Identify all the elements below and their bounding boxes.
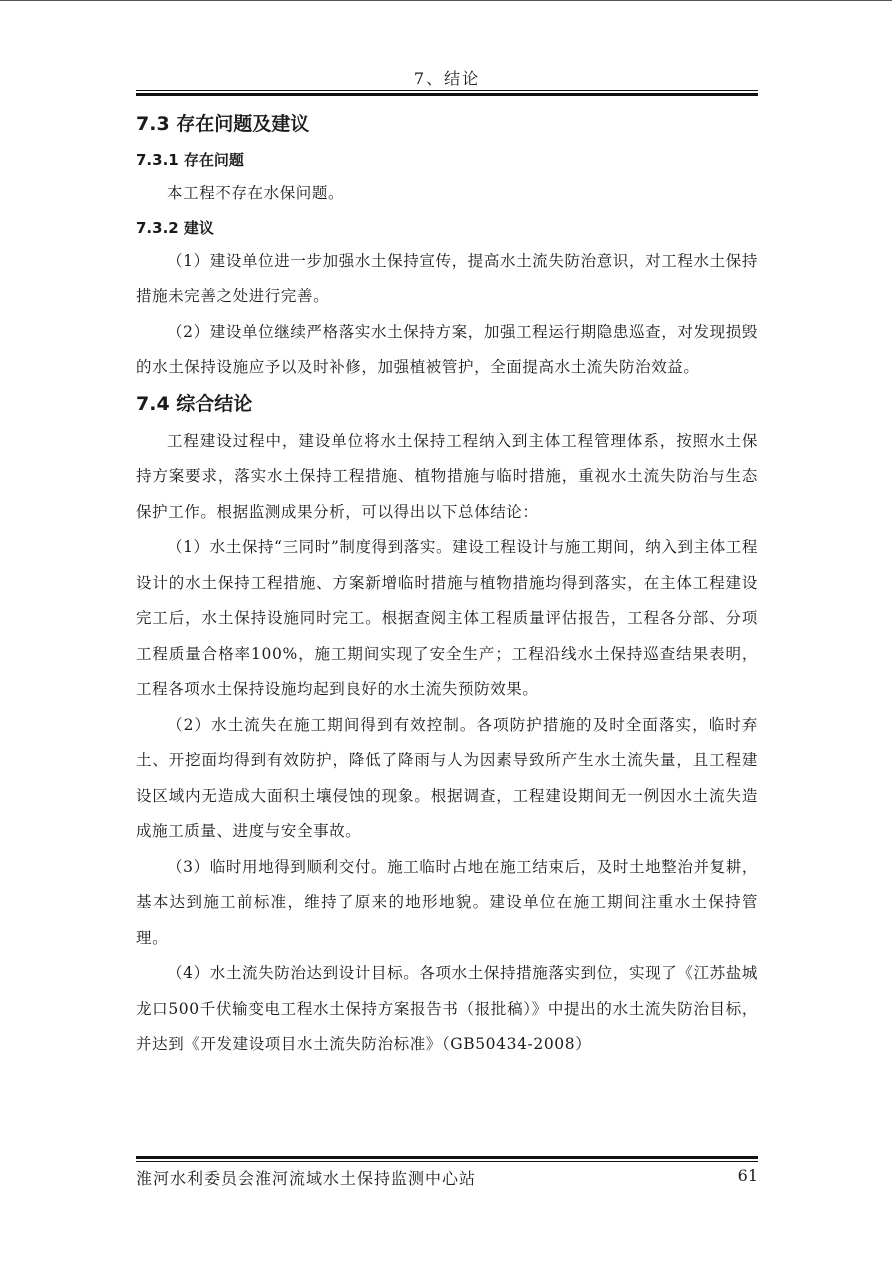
suggestion-1-paragraph: （1）建设单位进一步加强水土保持宣传，提高水土流失防治意识，对工程水土保持措施未完善之处进行完善。: [136, 251, 758, 305]
section-7-4-heading: 7.4 综合结论: [136, 392, 253, 415]
conclusion-3-paragraph: （3）临时用地得到顺利交付。施工临时占地在施工结束后，及时土地整治并复耕，基本达到施工前标准，维持了原来的地形地貌。建设单位在施工期间注重水土保持管理。: [136, 857, 758, 947]
conclusion-intro-paragraph: 工程建设过程中，建设单位将水土保持工程纳入到主体工程管理体系，按照水土保持方案要求，落实水土保持工程措施、植物措施与临时措施，重视水土流失防治与生态保护工作。根据监测成果分析，可以得出以下总体结论：: [136, 431, 758, 521]
page-top-border: [0, 0, 892, 1]
conclusion-1-paragraph: （1）水土保持“三同时”制度得到落实。建设工程设计与施工期间，纳入到主体工程设计的水土保持工程措施、方案新增临时措施与植物措施均得到落实，在主体工程建设完工后，水土保持设施同时完工。根据查阅主体工程质量评估报告，工程各分部、分项工程质量合格率100%，施工期间实现了安全生产；工程沿线水土保持巡查结果表明，工程各项水土保持设施均起到良好的水土流失预防效果。: [136, 538, 759, 698]
header-rule-thin: [136, 90, 758, 91]
section-7-3-heading: 7.3 存在问题及建议: [136, 113, 310, 135]
header-rule-thick: [136, 93, 758, 96]
footer-page-number: 61: [737, 1166, 758, 1185]
footer-rule-thin: [136, 1161, 758, 1162]
suggestion-2-paragraph: （2）建设单位继续严格落实水土保持方案，加强工程运行期隐患巡查，对发现损毁的水土保持设施应予以及时补修，加强植被管护，全面提高水土流失防治效益。: [136, 322, 758, 376]
section-7-3-1-heading: 7.3.1 存在问题: [136, 151, 244, 169]
page-body: [136, 106, 758, 1063]
conclusion-2-paragraph: （2）水土流失在施工期间得到有效控制。各项防护措施的及时全面落实，临时弃土、开挖面均得到有效防护，降低了降雨与人为因素导致所产生水土流失量，且工程建设区域内无造成大面积土壤侵蚀的现象。根据调查，工程建设期间无一例因水土流失造成施工质量、进度与安全事故。: [136, 715, 758, 840]
footer-organization: 淮河水利委员会淮河流域水土保持监测中心站: [136, 1169, 477, 1188]
running-header-title: 7、结论: [413, 69, 481, 88]
footer-rule-thick: [136, 1156, 758, 1159]
section-7-3-2-heading: 7.3.2 建议: [136, 218, 214, 237]
section-7-3-1-paragraph: 本工程不存在水保问题。: [167, 184, 345, 202]
conclusion-4-paragraph: （4）水土流失防治达到设计目标。各项水土保持措施落实到位，实现了《江苏盐城龙口500千伏输变电工程水土保持方案报告书（报批稿）》中提出的水土流失防治目标，并达到《开发建设项目水土流失防治标准》（GB50434-2008）: [136, 964, 758, 1053]
